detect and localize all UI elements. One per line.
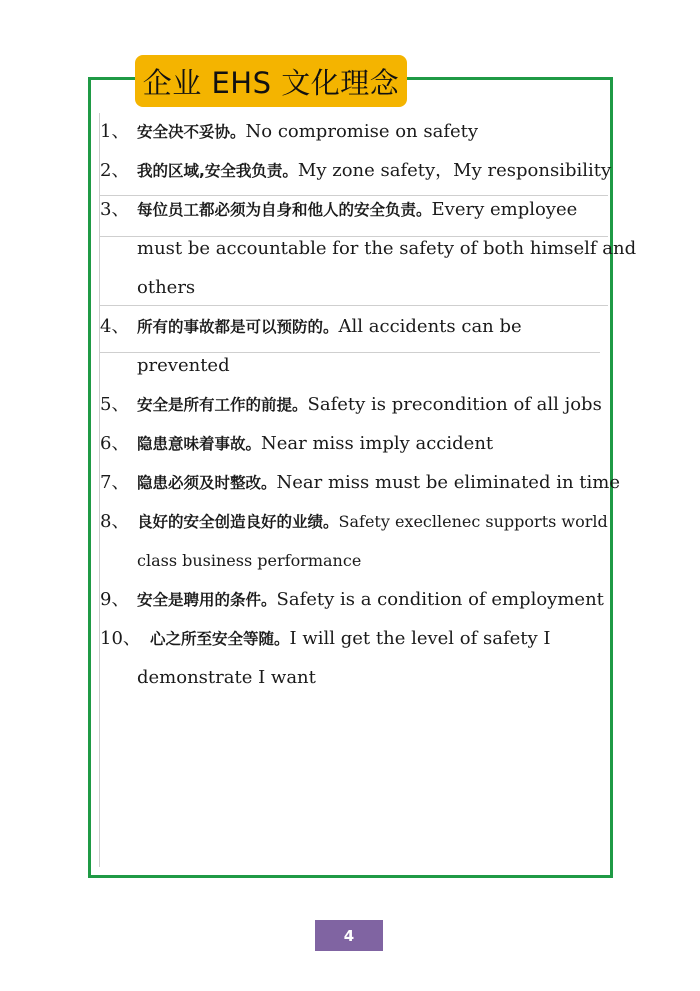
item-english: Safety is precondition of all jobs xyxy=(307,394,602,415)
item-chinese: 安全是所有工作的前提。 xyxy=(137,396,308,414)
list-item xyxy=(100,510,608,534)
item-chinese: 安全是聘用的条件。 xyxy=(137,591,277,609)
item-number: 9、 xyxy=(100,589,130,610)
item-english: I will get the level of safety I xyxy=(289,628,551,649)
item-english: All accidents can be xyxy=(338,316,522,337)
list-item xyxy=(100,588,604,612)
item-number: 8、 xyxy=(100,511,130,532)
item-number: 6、 xyxy=(100,433,130,454)
list-item xyxy=(100,159,611,183)
list-item xyxy=(100,432,493,456)
item-continuation: must be accountable for the safety of both himself and xyxy=(137,238,637,259)
item-chinese: 隐患必须及时整改。 xyxy=(137,474,277,492)
item-chinese: 我的区域,安全我负责。 xyxy=(137,162,298,180)
item-english: Near miss must be eliminated in time xyxy=(276,472,620,493)
list-item xyxy=(100,315,522,339)
item-chinese: 每位员工都必须为自身和他人的安全负责。 xyxy=(137,201,432,219)
item-chinese: 良好的安全创造良好的业绩。 xyxy=(137,513,339,531)
item-number: 4、 xyxy=(100,316,130,337)
list-item xyxy=(100,627,551,651)
item-number: 2、 xyxy=(100,160,130,181)
item-chinese: 隐患意味着事故。 xyxy=(137,435,262,453)
page-title: 企业 EHS 文化理念 xyxy=(135,55,407,107)
list-item xyxy=(100,120,478,144)
item-english: No compromise on safety xyxy=(245,121,479,142)
item-english: My zone safety，My responsibility xyxy=(297,160,612,181)
item-english: Near miss imply accident xyxy=(261,433,494,454)
item-number: 1、 xyxy=(100,121,130,142)
item-number: 7、 xyxy=(100,472,130,493)
item-number: 10、 xyxy=(100,628,141,649)
item-number: 5、 xyxy=(100,394,130,415)
item-english: Every employee xyxy=(431,199,578,220)
item-continuation: others xyxy=(137,277,196,298)
item-english: Safety execllenec supports world xyxy=(338,512,608,531)
divider xyxy=(100,352,600,353)
item-chinese: 所有的事故都是可以预防的。 xyxy=(137,318,339,336)
list-item xyxy=(100,198,577,222)
page-number: 4 xyxy=(315,920,383,951)
item-number: 3、 xyxy=(100,199,130,220)
item-continuation: demonstrate I want xyxy=(137,667,316,688)
divider xyxy=(100,305,608,306)
item-chinese: 心之所至安全等随。 xyxy=(150,630,290,648)
list-item xyxy=(100,471,620,495)
item-continuation: class business performance xyxy=(137,551,362,570)
item-english: Safety is a condition of employment xyxy=(276,589,604,610)
divider xyxy=(100,195,608,196)
item-continuation: prevented xyxy=(137,355,230,376)
item-chinese: 安全决不妥协。 xyxy=(137,123,246,141)
list-item xyxy=(100,393,602,417)
